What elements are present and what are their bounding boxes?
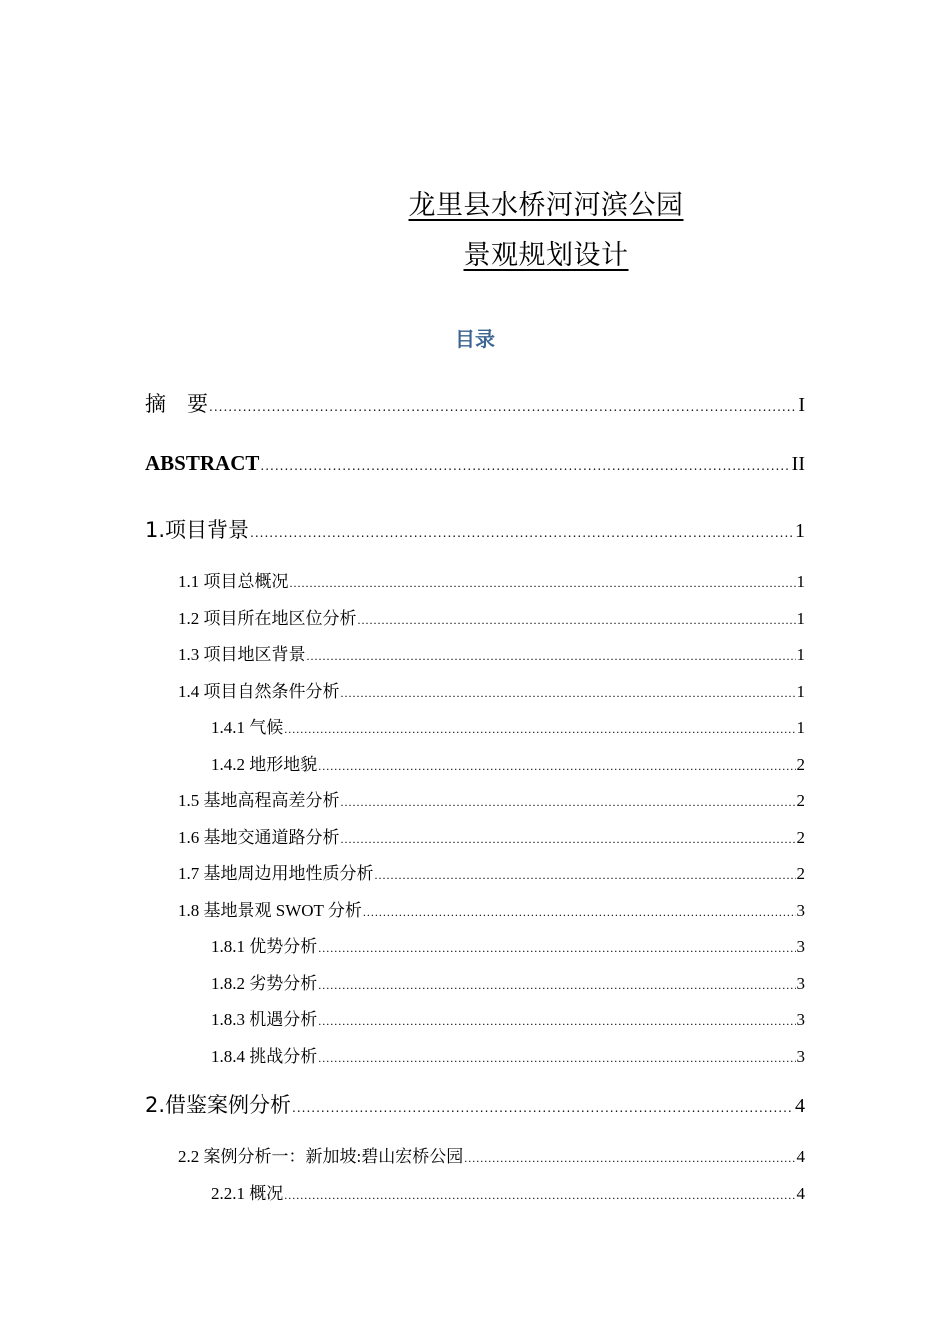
toc-entry-label: 1.2 项目所在地区位分析 [178,609,357,628]
toc-entry-page: 3 [796,1010,805,1029]
toc-entry-1-6[interactable] [178,823,805,848]
toc-entry-page: 1 [796,609,805,628]
toc-entry-label: 1.7 基地周边用地性质分析 [178,864,374,883]
toc-leader-dots [318,941,795,956]
toc-leader-dots [318,759,795,774]
toc-leader-dots [464,1151,795,1166]
toc-leader-dots [318,978,795,993]
toc-entry-page: 2 [796,864,805,883]
toc-entry-page: 3 [796,974,805,993]
toc-entry-label: 1.8.1 优势分析 [211,937,318,956]
toc-leader-dots [284,1188,795,1203]
toc-entry-label: 1.8.3 机遇分析 [211,1010,318,1029]
toc-leader-dots [341,832,796,847]
toc-entry-1-2[interactable] [178,604,805,629]
toc-entry-label: 1.4.2 地形地貌 [211,755,318,774]
toc-entry-chapter-1[interactable] [145,514,805,544]
toc-entry-label: 2.2.1 概况 [211,1184,284,1203]
toc-entry-page: 1 [796,645,805,664]
toc-entry-page: 1 [796,572,805,591]
toc-entry-1-1[interactable] [178,567,805,592]
toc-leader-dots [363,905,796,920]
toc-leader-dots [250,526,794,540]
toc-leader-dots [318,1014,795,1029]
toc-entry-page: 2 [796,828,805,847]
toc-entry-label: 1.8.2 劣势分析 [211,974,318,993]
toc-entry-1-8-3[interactable] [211,1005,805,1030]
toc-leader-dots [318,1051,795,1066]
toc-entry-page: 3 [796,901,805,920]
toc-entry-page: 4 [795,1095,805,1117]
toc-entry-label: 2.借鉴案例分析 [145,1093,292,1117]
toc-entry-page: 2 [796,791,805,810]
toc-entry-page: 4 [796,1184,805,1203]
toc-entry-page: II [791,453,805,475]
toc-entry-label: 1.3 项目地区背景 [178,645,306,664]
toc-entry-label: 1.项目背景 [145,518,250,542]
toc-entry-2-2[interactable] [178,1142,805,1167]
toc-entry-1-4[interactable] [178,677,805,702]
toc-entry-label: 1.6 基地交通道路分析 [178,828,340,847]
toc-entry-page: 1 [796,682,805,701]
toc-entry-chapter-2[interactable] [145,1089,805,1119]
toc-entry-label: 1.5 基地高程高差分析 [178,791,340,810]
toc-entry-1-5[interactable] [178,786,805,811]
toc-entry-1-8-2[interactable] [211,969,805,994]
toc-entry-label: ABSTRACT [145,451,260,475]
toc-leader-dots [375,868,796,883]
toc-entry-label: 1.8.4 挑战分析 [211,1047,318,1066]
toc-leader-dots [284,722,795,737]
toc-entry-page: 1 [796,718,805,737]
toc-entry-label: 摘 要 [145,392,208,416]
toc-entry-label: 2.2 案例分析一：新加坡:碧山宏桥公园 [178,1147,464,1166]
toc-entry-page: 3 [796,1047,805,1066]
toc-leader-dots [260,459,790,473]
toc-entry-1-4-1[interactable] [211,713,805,738]
toc-entry-1-3[interactable] [178,640,805,665]
toc-entry-label: 1.1 项目总概况 [178,572,289,591]
toc-entry-page: 4 [796,1147,805,1166]
toc-entry-label: 1.4.1 气候 [211,718,284,737]
toc-entry-1-7[interactable] [178,859,805,884]
toc-entry-label: 1.4 项目自然条件分析 [178,682,340,701]
toc-entry-1-8-4[interactable] [211,1042,805,1067]
toc-leader-dots [341,686,796,701]
document-title-line-2: 景观规划设计 [463,240,629,271]
toc-leader-dots [358,613,796,628]
toc-leader-dots [292,1101,794,1115]
toc-entry-1-8-1[interactable] [211,932,805,957]
document-title-line-1: 龙里县水桥河河滨公园 [408,190,684,221]
toc-entry-1-4-2[interactable] [211,750,805,775]
toc-entry-2-2-1[interactable] [211,1179,805,1204]
toc-entry-abstract-en[interactable] [145,451,805,476]
toc-heading: 目录 [455,327,495,351]
toc-entry-page: I [798,394,805,416]
toc-leader-dots [209,400,797,414]
toc-leader-dots [341,795,796,810]
toc-entry-page: 1 [795,520,805,542]
toc-entry-label: 1.8 基地景观 SWOT 分析 [178,901,362,920]
toc-leader-dots [307,649,796,664]
toc-entry-1-8[interactable] [178,896,805,921]
toc-entry-page: 2 [796,755,805,774]
toc-entry-page: 3 [796,937,805,956]
toc-entry-abstract-cn[interactable] [145,388,805,418]
toc-leader-dots [290,576,796,591]
